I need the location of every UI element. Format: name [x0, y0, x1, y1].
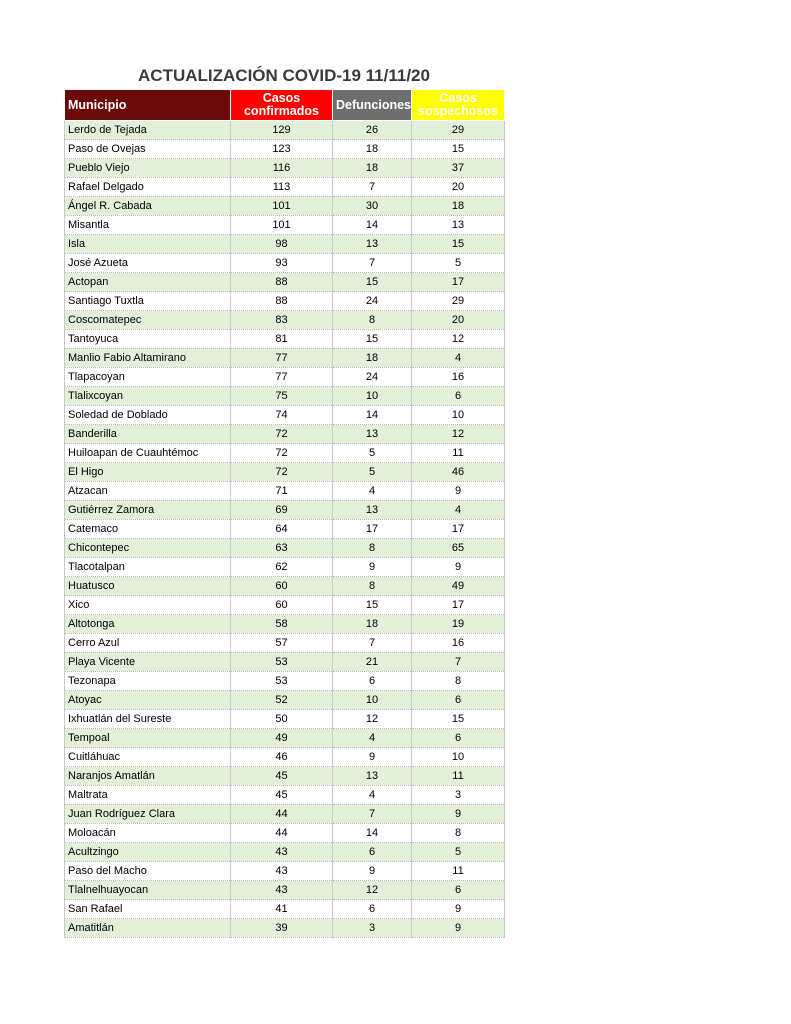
- cell-casos-confirmados: 44: [231, 805, 333, 824]
- cell-casos-sospechosos: 29: [412, 121, 505, 140]
- cell-casos-confirmados: 60: [231, 577, 333, 596]
- table-row: [65, 919, 505, 938]
- cell-defunciones: 6: [333, 843, 412, 862]
- cell-casos-sospechosos: 16: [412, 634, 505, 653]
- cell-defunciones: 24: [333, 368, 412, 387]
- cell-defunciones: 13: [333, 235, 412, 254]
- cell-defunciones: 18: [333, 140, 412, 159]
- cell-defunciones: 13: [333, 767, 412, 786]
- cell-municipio: Amatitlán: [65, 919, 231, 938]
- table-header-row: [65, 90, 505, 121]
- cell-municipio: Playa Vicente: [65, 653, 231, 672]
- cell-casos-sospechosos: 6: [412, 881, 505, 900]
- cell-defunciones: 30: [333, 197, 412, 216]
- table-row: [65, 406, 505, 425]
- table-body: [65, 121, 505, 938]
- cell-municipio: Tezonapa: [65, 672, 231, 691]
- cell-defunciones: 5: [333, 463, 412, 482]
- cell-casos-sospechosos: 18: [412, 197, 505, 216]
- cell-casos-confirmados: 43: [231, 881, 333, 900]
- cell-defunciones: 9: [333, 558, 412, 577]
- cell-defunciones: 8: [333, 311, 412, 330]
- cell-defunciones: 9: [333, 748, 412, 767]
- cell-casos-confirmados: 53: [231, 672, 333, 691]
- cell-municipio: Gutiérrez Zamora: [65, 501, 231, 520]
- cell-casos-sospechosos: 8: [412, 672, 505, 691]
- cell-casos-confirmados: 77: [231, 368, 333, 387]
- cell-municipio: Soledad de Doblado: [65, 406, 231, 425]
- table-row: [65, 368, 505, 387]
- cell-casos-sospechosos: 17: [412, 520, 505, 539]
- cell-casos-sospechosos: 6: [412, 691, 505, 710]
- table-row: [65, 197, 505, 216]
- cell-casos-confirmados: 88: [231, 292, 333, 311]
- table-row: [65, 881, 505, 900]
- cell-municipio: Moloacán: [65, 824, 231, 843]
- cell-defunciones: 7: [333, 634, 412, 653]
- cell-casos-sospechosos: 20: [412, 178, 505, 197]
- cell-defunciones: 26: [333, 121, 412, 140]
- cell-defunciones: 7: [333, 178, 412, 197]
- cell-casos-sospechosos: 16: [412, 368, 505, 387]
- cell-casos-sospechosos: 5: [412, 843, 505, 862]
- cell-casos-sospechosos: 9: [412, 900, 505, 919]
- cell-casos-sospechosos: 9: [412, 919, 505, 938]
- cell-municipio: Catemaco: [65, 520, 231, 539]
- cell-casos-confirmados: 63: [231, 539, 333, 558]
- cell-defunciones: 21: [333, 653, 412, 672]
- table-row: [65, 615, 505, 634]
- cell-municipio: Manlio Fabio Altamirano: [65, 349, 231, 368]
- cell-casos-sospechosos: 8: [412, 824, 505, 843]
- cell-casos-confirmados: 41: [231, 900, 333, 919]
- cell-casos-confirmados: 72: [231, 425, 333, 444]
- table-row: [65, 121, 505, 140]
- cell-defunciones: 12: [333, 881, 412, 900]
- cell-casos-confirmados: 83: [231, 311, 333, 330]
- cell-municipio: Cuitláhuac: [65, 748, 231, 767]
- cell-municipio: Cerro Azul: [65, 634, 231, 653]
- table-row: [65, 463, 505, 482]
- table-row: [65, 862, 505, 881]
- cell-casos-sospechosos: 15: [412, 140, 505, 159]
- table-row: [65, 178, 505, 197]
- cell-municipio: Acultzingo: [65, 843, 231, 862]
- table-row: [65, 843, 505, 862]
- table-row: [65, 634, 505, 653]
- cell-municipio: Ángel R. Cabada: [65, 197, 231, 216]
- cell-defunciones: 15: [333, 330, 412, 349]
- cell-municipio: Paso de Ovejas: [65, 140, 231, 159]
- cell-casos-sospechosos: 15: [412, 235, 505, 254]
- cell-casos-confirmados: 113: [231, 178, 333, 197]
- cell-municipio: Xico: [65, 596, 231, 615]
- cell-municipio: Rafael Delgado: [65, 178, 231, 197]
- header-casos-confirmados: Casos confirmados: [231, 90, 333, 121]
- cell-casos-confirmados: 77: [231, 349, 333, 368]
- cell-defunciones: 17: [333, 520, 412, 539]
- cell-defunciones: 4: [333, 786, 412, 805]
- table-row: [65, 672, 505, 691]
- cell-casos-confirmados: 49: [231, 729, 333, 748]
- cell-casos-confirmados: 43: [231, 843, 333, 862]
- cell-casos-confirmados: 93: [231, 254, 333, 273]
- cell-casos-confirmados: 81: [231, 330, 333, 349]
- header-municipio: Municipio: [65, 90, 231, 121]
- cell-casos-sospechosos: 9: [412, 558, 505, 577]
- cell-casos-sospechosos: 10: [412, 406, 505, 425]
- cell-defunciones: 10: [333, 691, 412, 710]
- cell-casos-sospechosos: 10: [412, 748, 505, 767]
- table-row: [65, 444, 505, 463]
- cell-casos-sospechosos: 19: [412, 615, 505, 634]
- covid-table: [64, 89, 505, 938]
- table-row: [65, 653, 505, 672]
- cell-municipio: Lerdo de Tejada: [65, 121, 231, 140]
- cell-casos-confirmados: 46: [231, 748, 333, 767]
- cell-casos-confirmados: 60: [231, 596, 333, 615]
- cell-municipio: Tlacotalpan: [65, 558, 231, 577]
- cell-defunciones: 13: [333, 425, 412, 444]
- cell-defunciones: 18: [333, 349, 412, 368]
- cell-municipio: Tempoal: [65, 729, 231, 748]
- cell-municipio: Huiloapan de Cuauhtémoc: [65, 444, 231, 463]
- cell-casos-sospechosos: 6: [412, 387, 505, 406]
- table-row: [65, 273, 505, 292]
- cell-defunciones: 3: [333, 919, 412, 938]
- cell-casos-sospechosos: 5: [412, 254, 505, 273]
- cell-casos-sospechosos: 6: [412, 729, 505, 748]
- cell-casos-confirmados: 62: [231, 558, 333, 577]
- cell-defunciones: 14: [333, 824, 412, 843]
- cell-casos-confirmados: 45: [231, 786, 333, 805]
- cell-defunciones: 18: [333, 615, 412, 634]
- table-row: [65, 311, 505, 330]
- cell-casos-sospechosos: 17: [412, 273, 505, 292]
- cell-municipio: Chicontepec: [65, 539, 231, 558]
- table-row: [65, 748, 505, 767]
- table-row: [65, 235, 505, 254]
- cell-casos-confirmados: 101: [231, 216, 333, 235]
- cell-casos-sospechosos: 4: [412, 501, 505, 520]
- cell-defunciones: 5: [333, 444, 412, 463]
- cell-casos-confirmados: 44: [231, 824, 333, 843]
- cell-casos-confirmados: 123: [231, 140, 333, 159]
- cell-defunciones: 4: [333, 729, 412, 748]
- cell-municipio: Tlalnelhuayocan: [65, 881, 231, 900]
- cell-municipio: Atzacan: [65, 482, 231, 501]
- cell-defunciones: 9: [333, 862, 412, 881]
- cell-casos-sospechosos: 17: [412, 596, 505, 615]
- cell-defunciones: 4: [333, 482, 412, 501]
- table-row: [65, 501, 505, 520]
- table-row: [65, 254, 505, 273]
- table-row: [65, 330, 505, 349]
- cell-casos-confirmados: 53: [231, 653, 333, 672]
- table-row: [65, 767, 505, 786]
- table-row: [65, 805, 505, 824]
- cell-municipio: Atoyac: [65, 691, 231, 710]
- header-defunciones: Defunciones: [333, 90, 412, 121]
- cell-casos-sospechosos: 7: [412, 653, 505, 672]
- cell-defunciones: 8: [333, 577, 412, 596]
- cell-defunciones: 15: [333, 596, 412, 615]
- cell-casos-sospechosos: 11: [412, 444, 505, 463]
- cell-defunciones: 7: [333, 254, 412, 273]
- cell-casos-confirmados: 88: [231, 273, 333, 292]
- cell-municipio: Juan Rodríguez Clara: [65, 805, 231, 824]
- table-row: [65, 140, 505, 159]
- cell-municipio: Banderilla: [65, 425, 231, 444]
- table-row: [65, 387, 505, 406]
- cell-municipio: Tlalixcoyan: [65, 387, 231, 406]
- cell-defunciones: 14: [333, 216, 412, 235]
- table-row: [65, 710, 505, 729]
- cell-municipio: Huatusco: [65, 577, 231, 596]
- cell-casos-confirmados: 43: [231, 862, 333, 881]
- cell-casos-confirmados: 72: [231, 463, 333, 482]
- table-row: [65, 729, 505, 748]
- table-row: [65, 482, 505, 501]
- cell-casos-sospechosos: 20: [412, 311, 505, 330]
- table-row: [65, 349, 505, 368]
- cell-municipio: Naranjos Amatlán: [65, 767, 231, 786]
- cell-municipio: San Rafael: [65, 900, 231, 919]
- cell-casos-sospechosos: 65: [412, 539, 505, 558]
- cell-casos-sospechosos: 9: [412, 805, 505, 824]
- cell-casos-sospechosos: 11: [412, 862, 505, 881]
- cell-casos-confirmados: 64: [231, 520, 333, 539]
- cell-casos-sospechosos: 13: [412, 216, 505, 235]
- cell-defunciones: 7: [333, 805, 412, 824]
- cell-defunciones: 12: [333, 710, 412, 729]
- table-row: [65, 558, 505, 577]
- cell-municipio: Santiago Tuxtla: [65, 292, 231, 311]
- cell-casos-sospechosos: 15: [412, 710, 505, 729]
- cell-defunciones: 13: [333, 501, 412, 520]
- table-row: [65, 425, 505, 444]
- cell-casos-confirmados: 52: [231, 691, 333, 710]
- cell-municipio: Tlapacoyan: [65, 368, 231, 387]
- cell-defunciones: 14: [333, 406, 412, 425]
- table-row: [65, 691, 505, 710]
- table-row: [65, 577, 505, 596]
- cell-casos-confirmados: 57: [231, 634, 333, 653]
- cell-municipio: Paso del Macho: [65, 862, 231, 881]
- cell-casos-sospechosos: 4: [412, 349, 505, 368]
- cell-casos-confirmados: 39: [231, 919, 333, 938]
- cell-casos-confirmados: 129: [231, 121, 333, 140]
- cell-casos-confirmados: 116: [231, 159, 333, 178]
- cell-casos-confirmados: 101: [231, 197, 333, 216]
- cell-casos-sospechosos: 3: [412, 786, 505, 805]
- cell-casos-confirmados: 75: [231, 387, 333, 406]
- cell-casos-sospechosos: 11: [412, 767, 505, 786]
- cell-municipio: Misantla: [65, 216, 231, 235]
- cell-casos-confirmados: 98: [231, 235, 333, 254]
- table-row: [65, 824, 505, 843]
- table-row: [65, 786, 505, 805]
- cell-municipio: Maltrata: [65, 786, 231, 805]
- table-row: [65, 900, 505, 919]
- cell-casos-sospechosos: 49: [412, 577, 505, 596]
- cell-casos-sospechosos: 37: [412, 159, 505, 178]
- cell-municipio: Tantoyuca: [65, 330, 231, 349]
- cell-municipio: Coscomatepec: [65, 311, 231, 330]
- cell-municipio: El Higo: [65, 463, 231, 482]
- cell-casos-confirmados: 69: [231, 501, 333, 520]
- cell-casos-sospechosos: 12: [412, 425, 505, 444]
- cell-defunciones: 6: [333, 672, 412, 691]
- table-row: [65, 596, 505, 615]
- cell-defunciones: 18: [333, 159, 412, 178]
- cell-casos-confirmados: 45: [231, 767, 333, 786]
- cell-municipio: José Azueta: [65, 254, 231, 273]
- table-row: [65, 520, 505, 539]
- cell-casos-sospechosos: 29: [412, 292, 505, 311]
- cell-defunciones: 8: [333, 539, 412, 558]
- cell-casos-sospechosos: 46: [412, 463, 505, 482]
- cell-municipio: Isla: [65, 235, 231, 254]
- header-casos-sospechosos: Casos sospechosos: [412, 90, 505, 121]
- page-title: ACTUALIZACIÓN COVID-19 11/11/20: [138, 66, 430, 85]
- table-row: [65, 216, 505, 235]
- cell-casos-confirmados: 71: [231, 482, 333, 501]
- cell-casos-sospechosos: 12: [412, 330, 505, 349]
- cell-municipio: Ixhuatlán del Sureste: [65, 710, 231, 729]
- cell-defunciones: 24: [333, 292, 412, 311]
- cell-casos-confirmados: 72: [231, 444, 333, 463]
- cell-casos-confirmados: 50: [231, 710, 333, 729]
- table-row: [65, 292, 505, 311]
- cell-municipio: Actopan: [65, 273, 231, 292]
- cell-casos-confirmados: 74: [231, 406, 333, 425]
- cell-casos-sospechosos: 9: [412, 482, 505, 501]
- cell-casos-confirmados: 58: [231, 615, 333, 634]
- cell-municipio: Pueblo Viejo: [65, 159, 231, 178]
- cell-municipio: Altotonga: [65, 615, 231, 634]
- table-row: [65, 539, 505, 558]
- cell-defunciones: 10: [333, 387, 412, 406]
- cell-defunciones: 15: [333, 273, 412, 292]
- table-row: [65, 159, 505, 178]
- cell-defunciones: 6: [333, 900, 412, 919]
